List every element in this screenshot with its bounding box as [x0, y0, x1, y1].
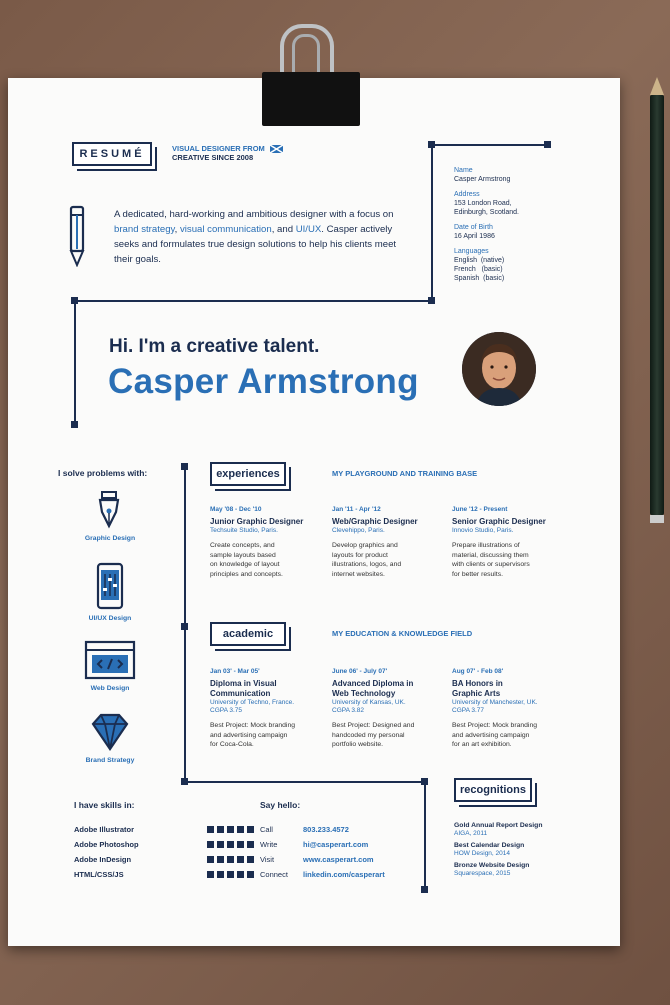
intro-link-uiux: UI/UX: [295, 224, 322, 235]
experience-date: June '12 - Present: [452, 506, 508, 513]
academic-desc: Best Project: Designed and: [332, 722, 415, 729]
intro-sep: , and: [271, 224, 296, 235]
connector-line: [74, 300, 432, 302]
tagline: [172, 144, 283, 162]
academic-school: University of Manchester, UK.: [452, 699, 538, 706]
timeline-node: [181, 623, 188, 630]
problem-item-brand-strategy: [70, 712, 150, 764]
experience-item: [332, 506, 442, 579]
timeline-line: [184, 781, 428, 783]
timeline-line: [424, 781, 426, 889]
skill-level: [207, 826, 254, 833]
binder-clip: [262, 72, 360, 126]
skill-name: Adobe InDesign: [74, 855, 132, 864]
experience-desc: on knowledge of layout: [210, 561, 280, 568]
problem-item-graphic-design: [70, 490, 150, 542]
academic-item: [332, 668, 444, 750]
recognition-sub: AIGA, 2011: [454, 830, 488, 837]
experience-title: Junior Graphic Designer: [210, 517, 304, 526]
academic-title: Web Technology: [332, 689, 396, 698]
academic-desc: and advertising campaign: [210, 731, 288, 739]
resume-paper: [8, 78, 620, 946]
contact-row: [260, 867, 410, 882]
contact-linkedin-link[interactable]: linkedin.com/casperart: [303, 870, 385, 879]
academic-gpa: CGPA 3.82: [332, 707, 365, 714]
contact-label: Visit: [260, 855, 275, 864]
experience-desc: Prepare illustrations of: [452, 542, 520, 549]
academic-desc: portfolio website.: [332, 741, 384, 748]
connector-node: [71, 421, 78, 428]
diamond-icon: [90, 712, 150, 757]
academic-tab: academic: [210, 622, 286, 646]
experience-title: Senior Graphic Designer: [452, 517, 546, 526]
academic-title: Advanced Diploma in: [332, 679, 414, 688]
contact-row: [260, 852, 410, 867]
experience-desc: Create concepts, and: [210, 542, 275, 549]
info-address-line2: Edinburgh, Scotland.: [454, 209, 519, 216]
academic-date: Aug 07' - Feb 08': [452, 668, 504, 675]
skill-row: [74, 852, 254, 867]
hero-name: Casper Armstrong: [108, 362, 419, 401]
experience-company: Innovio Studio, Paris.: [452, 527, 514, 534]
experience-desc: sample layouts based: [210, 551, 276, 559]
connector-line: [74, 300, 76, 424]
academic-item: [452, 668, 568, 750]
tagline-line2: CREATIVE SINCE 2008: [172, 153, 254, 163]
academic-title: Graphic Arts: [452, 689, 501, 698]
academic-gpa: CGPA 3.77: [452, 707, 485, 714]
resume-stamp: RESUMÉ: [72, 142, 152, 166]
info-languages-label: Languages: [454, 248, 489, 255]
skills-title: I have skills in:: [74, 800, 135, 810]
connector-line: [432, 144, 550, 146]
timeline-node: [421, 886, 428, 893]
info-dob-value: 16 April 1986: [454, 233, 495, 240]
contact-phone-link[interactable]: 803.233.4572: [303, 825, 349, 834]
academic-date: Jan 03' - Mar 05': [210, 668, 260, 675]
contact-email-link[interactable]: hi@casperart.com: [303, 840, 369, 849]
intro-paragraph: [114, 207, 406, 267]
academic-gpa: CGPA 3.75: [210, 707, 243, 714]
recognitions-tab: recognitions: [454, 778, 532, 802]
skill-row: [74, 822, 254, 837]
greeting: Hi. I'm a creative talent.: [109, 336, 320, 357]
skill-name: Adobe Photoshop: [74, 840, 139, 849]
academic-desc: Best Project: Mock branding: [210, 722, 296, 729]
academic-desc: for an art exhibition.: [452, 741, 512, 748]
skill-name: HTML/CSS/JS: [74, 870, 124, 879]
intro-link-brand-strategy: brand strategy: [114, 224, 175, 235]
recognition-sub: HOW Design, 2014: [454, 850, 510, 857]
experience-item: [210, 506, 320, 579]
skill-row: [74, 837, 254, 852]
info-name-label: Name: [454, 167, 473, 174]
experience-desc: for better results.: [452, 570, 503, 578]
contact-row: [260, 822, 410, 837]
academic-desc: Best Project: Mock branding: [452, 722, 538, 729]
experience-item: [452, 506, 568, 579]
academic-title: Communication: [210, 689, 271, 698]
problems-title: I solve problems with:: [58, 468, 148, 478]
academic-item: [210, 668, 322, 750]
avatar: [462, 332, 536, 406]
experience-company: Clevehippo, Paris.: [332, 527, 385, 534]
contact-title: Say hello:: [260, 800, 301, 810]
info-language: English (native): [454, 257, 505, 264]
problem-label: Brand Strategy: [85, 757, 135, 764]
recognition-title: Bronze Website Design: [454, 862, 530, 869]
skill-name: Adobe Illustrator: [74, 825, 135, 834]
academic-title: Diploma in Visual: [210, 679, 277, 688]
problem-item-uiux-design: [70, 562, 150, 622]
pencil-prop: [650, 95, 664, 515]
info-address-line1: 153 London Road,: [454, 200, 512, 207]
info-name-value: Casper Armstrong: [454, 176, 511, 183]
experience-desc: principles and concepts.: [210, 570, 283, 578]
pencil-icon: [68, 205, 86, 272]
contact-label: Write: [260, 840, 278, 849]
intro-link-visual-communication: visual communication: [179, 224, 272, 235]
skills-list: [74, 822, 254, 882]
problem-item-web-design: [70, 640, 150, 692]
experience-company: Techsuite Studio, Paris.: [210, 527, 278, 534]
experience-date: Jan '11 - Apr '12: [332, 506, 381, 513]
recognition-sub: Squarespace, 2015: [454, 870, 511, 877]
academic-heading: MY EDUCATION & KNOWLEDGE FIELD: [332, 629, 473, 638]
intro-text: . Casper actively seeks and formulates true design solutions to help his clients meet their goals.: [114, 224, 397, 265]
academic-title: BA Honors in: [452, 679, 503, 688]
browser-code-icon: [84, 640, 150, 685]
tagline-line1: VISUAL DESIGNER FROM: [172, 144, 265, 153]
recognition-title: Gold Annual Report Design: [454, 822, 543, 829]
personal-info: [454, 166, 604, 283]
experiences-tab: experiences: [210, 462, 286, 486]
timeline-node: [181, 463, 188, 470]
academic-desc: for Coca-Cola.: [210, 741, 254, 748]
contact-label: Connect: [260, 870, 288, 879]
intro-text: A dedicated, hard-working and ambitious designer with a focus on: [114, 209, 394, 220]
contact-row: [260, 837, 410, 852]
recognitions-list: [454, 822, 594, 878]
info-dob-label: Date of Birth: [454, 224, 493, 231]
recognition-title: Best Calendar Design: [454, 842, 525, 849]
experience-desc: with clients or supervisors: [452, 561, 530, 568]
contact-website-link[interactable]: www.casperart.com: [303, 855, 374, 864]
experience-desc: layouts for product: [332, 551, 388, 559]
skill-level: [207, 841, 254, 848]
experience-desc: Develop graphics and: [332, 542, 398, 549]
experience-date: May '08 - Dec '10: [210, 506, 262, 513]
contact-label: Call: [260, 825, 273, 834]
pen-nib-icon: [94, 490, 150, 535]
academic-desc: handcoded my personal: [332, 731, 405, 739]
contact-list: [260, 822, 410, 882]
academic-desc: and advertising campaign: [452, 731, 530, 739]
experience-desc: internet websites.: [332, 570, 385, 578]
intro-sep: ,: [174, 224, 180, 235]
connector-node: [544, 141, 551, 148]
academic-school: University of Techno, France.: [210, 699, 295, 706]
problem-label: Web Design: [90, 685, 130, 692]
skill-row: [74, 867, 254, 882]
experience-title: Web/Graphic Designer: [332, 517, 418, 526]
skill-level: [207, 871, 254, 878]
academic-school: University of Kansas, UK.: [332, 699, 406, 706]
experience-desc: illustrations, logos, and: [332, 561, 402, 568]
info-address-label: Address: [454, 191, 480, 198]
info-language: Spanish (basic): [454, 275, 505, 282]
mobile-sliders-icon: [96, 562, 150, 615]
problem-label: UI/UX Design: [88, 615, 132, 622]
info-language: French (basic): [454, 266, 503, 273]
scotland-flag-icon: [270, 145, 283, 153]
experience-desc: material, discussing them: [452, 551, 529, 559]
experiences-heading: MY PLAYGROUND AND TRAINING BASE: [332, 469, 478, 478]
connector-line: [431, 144, 433, 300]
problem-label: Graphic Design: [84, 535, 136, 542]
skill-level: [207, 856, 254, 863]
academic-date: June 06' - July 07': [332, 668, 388, 675]
